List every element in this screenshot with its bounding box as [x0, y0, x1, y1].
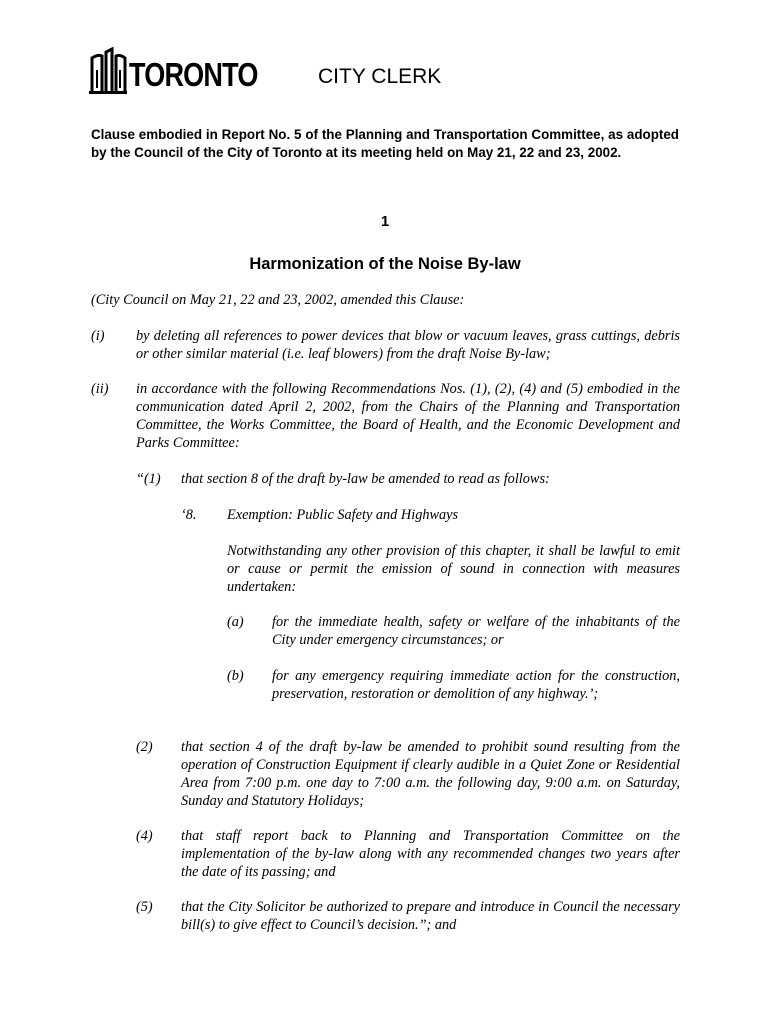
recommendation-label: “(1): [136, 471, 161, 487]
recommendation-label: (4): [136, 828, 153, 844]
recommendation-text: that section 8 of the draft by-law be amended to read as follows:: [181, 471, 550, 487]
recommendation-text: that section 4 of the draft by-law be amended to prohibit sound resulting from the operation of Construction Equipment if clearly audible in a Quiet Zone or Residential Area from 7:00 p.m. one day to 7:00 a.m. the following day, 9:00 a.m. on Saturday, Sunday and Statutory Holidays;: [181, 739, 680, 809]
section-body: Notwithstanding any other provision of this chapter, it shall be lawful to emit or cause or permit the emission of sound in connection with measures undertaken:: [227, 543, 680, 595]
recommendation-text: that staff report back to Planning and Transportation Committee on the implementation of the by-law along with any recommended changes two years after the date of its passing; and: [181, 828, 680, 880]
recommendation-label: (5): [136, 899, 153, 915]
amendment-label: (i): [91, 328, 105, 344]
logo-wordmark: TORONTO: [129, 56, 258, 93]
council-note: (City Council on May 21, 22 and 23, 2002, amended this Clause:: [91, 292, 465, 308]
subclause-text: for the immediate health, safety or welfare of the inhabitants of the City under emergency circumstances; or: [272, 614, 680, 648]
item-number: 1: [380, 213, 390, 230]
amendment-label: (ii): [91, 381, 109, 397]
section-number: ‘8.: [181, 507, 197, 523]
clause-title: Harmonization of the Noise By-law: [249, 255, 521, 273]
subclause-text: for any emergency requiring immediate action for the construction, preservation, restoration or demolition of any highway.’;: [272, 668, 680, 702]
department-title: CITY CLERK: [318, 65, 442, 88]
subclause-label: (b): [227, 668, 244, 684]
amendment-text: by deleting all references to power devices that blow or vacuum leaves, grass cuttings, debris or other similar material (i.e. leaf blowers) from the draft Noise By-law;: [136, 328, 680, 362]
city-hall-icon: [89, 46, 129, 96]
section-heading: Exemption: Public Safety and Highways: [227, 507, 459, 523]
recommendation-label: (2): [136, 739, 153, 755]
amendment-text: in accordance with the following Recommendations Nos. (1), (2), (4) and (5) embodied in the communication dated April 2, 2002, from the Chairs of the Planning and Transportation Committee, the Works Committee, the Board of Health, and the Economic Development and Parks Committee:: [136, 381, 680, 451]
recommendation-text: that the City Solicitor be authorized to prepare and introduce in Council the necessary bill(s) to give effect to Council’s decision.”; and: [181, 899, 680, 933]
city-logo: [89, 46, 258, 96]
clause-header: Clause embodied in Report No. 5 of the Planning and Transportation Committee, as adopted by the Council of the City of Toronto at its meeting held on May 21, 22 and 23, 2002.: [91, 127, 679, 160]
subclause-label: (a): [227, 614, 244, 630]
